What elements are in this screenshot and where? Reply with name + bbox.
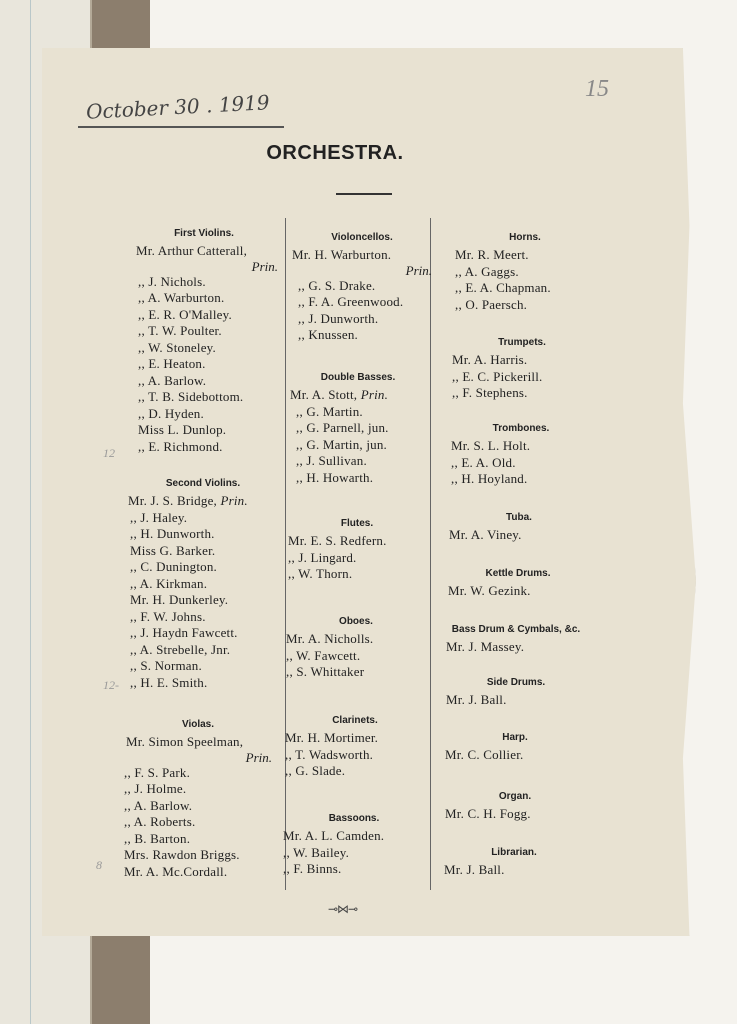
member-entry: ,, T. B. Sidebottom. [138,389,244,404]
entry-list [138,274,278,456]
section-side-drums [446,677,586,709]
section-heading: Oboes. [339,616,373,627]
member-entry: ,, D. Hyden. [138,405,204,421]
member-entry: Mrs. Rawdon Briggs. [124,847,240,862]
member-entry: ,, J. Holme. [124,781,187,796]
member-entry: Mr. J. Ball. [444,862,505,877]
entry-list [451,438,591,488]
page-title: ORCHESTRA. [266,142,404,164]
section-heading: First Violins. [174,228,234,239]
member-entry: ,, A. Barlow. [138,372,207,388]
member-entry: Mr. H. Dunkerley. [130,592,229,607]
member-entry: Miss G. Barker. [130,542,216,558]
member-entry: ,, W. Bailey. [283,844,350,860]
entry-list [448,583,588,600]
binder-margin-line [30,0,31,1024]
member-entry: ,, F. S. Park. [124,764,191,780]
member-entry: Mr. R. Meert. [455,247,529,262]
section-clarinets [285,715,425,780]
entry-list [455,247,595,313]
entry-list [124,765,272,881]
entry-list [288,533,426,583]
member-entry: ,, G. Slade. [285,763,346,778]
member-entry: ,, H. Dunworth. [130,526,215,541]
entry-list [445,747,585,764]
footer-ornament: ⊸⋈⊸ [328,902,358,916]
entry-list [445,806,585,823]
member-entry: ,, J. Sullivan. [296,453,367,468]
member-entry: ,, H. Howarth. [296,469,374,485]
member-entry: ,, J. Nichols. [138,273,206,289]
section-heading: Double Basses. [320,372,396,383]
entry-list [452,352,592,402]
member-entry: ,, H. E. Smith. [130,674,208,690]
section-lead: Mr. Arthur Catterall, [136,243,248,258]
section-librarian [444,847,584,879]
member-entry: ,, E. R. O'Malley. [138,306,232,322]
member-entry: ,, J. Haydn Fawcett. [130,625,238,640]
member-entry: ,, C. Dunington. [130,559,217,574]
section-trumpets [452,337,592,402]
section-heading: Kettle Drums. [485,568,551,579]
member-entry: Miss L. Dunlop. [138,422,227,437]
section-heading: Clarinets. [332,715,378,726]
member-entry: ,, J. Lingard. [288,549,357,565]
section-tuba [449,512,589,544]
member-entry: ,, E. C. Pickerill. [452,368,543,384]
entry-list [298,278,432,344]
member-entry: ,, A. Roberts. [124,814,196,829]
section-double-basses [290,372,426,486]
entry-list [286,631,426,681]
section-heading: Violas. [181,719,215,730]
member-entry: Mr. A. Harris. [452,352,528,367]
prin-label: Prin. [245,749,272,765]
entry-list [283,828,425,878]
member-entry: ,, S. Norman. [130,658,202,673]
section-heading: Librarian. [491,847,537,858]
member-entry: ,, T. Wadsworth. [285,746,374,762]
page-number: 15 [585,76,609,102]
section-first-violins [130,228,278,455]
member-entry: ,, B. Barton. [124,830,191,846]
section-harp [445,732,585,764]
member-entry: Mr. A. Viney. [449,527,522,542]
section-heading: Violoncellos. [331,232,393,243]
entry-list [130,510,278,692]
section-violoncellos [292,232,432,344]
section-heading: Trumpets. [498,337,546,348]
prin-label: Prin. [220,493,248,508]
section-flutes [288,518,426,583]
member-entry: ,, T. W. Poulter. [138,323,222,338]
section-lead: Mr. H. Warburton. [292,247,392,262]
member-entry: ,, W. Fawcett. [286,647,361,663]
entry-list [285,730,425,780]
section-violas [124,719,272,880]
member-entry: ,, J. Haley. [130,509,188,525]
member-entry: Mr. A. L. Camden. [283,828,385,843]
section-heading: Flutes. [340,518,374,529]
section-heading: Harp. [502,732,528,743]
prin-label: Prin. [405,262,432,278]
member-entry: Mr. J. Massey. [446,639,525,654]
prin-label: Prin. [251,258,278,274]
entry-list [446,639,592,656]
member-entry: ,, A. Warburton. [138,290,225,305]
section-horns [455,232,595,313]
section-heading: Bassoons. [328,813,380,824]
margin-mark-1: 12 [103,446,115,460]
member-entry: ,, O. Paersch. [455,296,528,312]
member-entry: ,, Knussen. [298,327,358,342]
section-heading: Side Drums. [486,677,546,688]
member-entry: ,, G. Martin, jun. [296,436,387,452]
member-entry: Mr. A. Mc.Cordall. [124,863,228,879]
member-entry: Mr. A. Nicholls. [286,631,374,646]
member-entry: ,, A. Gaggs. [455,263,519,279]
section-heading: Horns. [509,232,541,243]
member-entry: ,, G. Martin. [296,403,363,419]
member-entry: ,, G. Parnell, jun. [296,420,389,435]
member-entry: ,, F. A. Greenwood. [298,294,404,309]
section-heading: Organ. [498,791,532,802]
title-rule [336,193,392,195]
section-bassoons [283,813,425,878]
member-entry: Mr. C. Collier. [445,747,524,762]
member-entry: ,, J. Dunworth. [298,310,379,326]
date-underline [78,126,284,128]
member-entry: ,, F. Binns. [283,861,342,876]
member-entry: Mr. H. Mortimer. [285,730,379,745]
entry-list [446,692,586,709]
section-kettle-drums [448,568,588,600]
section-trombones [451,423,591,488]
member-entry: Mr. E. S. Redfern. [288,533,387,548]
entry-list [449,527,589,544]
member-entry: ,, A. Strebelle, Jnr. [130,641,231,657]
member-entry: ,, W. Thorn. [288,566,353,581]
entry-list [296,404,426,487]
section-lead: Mr. A. Stott, Prin. [290,387,389,402]
margin-mark-2: 12- [103,678,119,692]
entry-list [444,862,584,879]
section-heading: Tuba. [506,512,532,523]
prin-label: Prin. [360,387,389,402]
section-heading: Second Violins. [165,478,241,489]
section-bass-drum [440,624,592,656]
member-entry: ,, S. Whittaker [286,664,365,679]
margin-mark-3: 8 [96,858,102,872]
member-entry: ,, A. Kirkman. [130,575,208,591]
section-oboes [286,616,426,681]
section-heading: Bass Drum & Cymbals, &c. [451,624,581,635]
section-second-violins [128,478,278,691]
section-organ [445,791,585,823]
section-heading: Trombones. [492,423,550,434]
member-entry: ,, A. Barlow. [124,797,193,813]
member-entry: ,, H. Hoyland. [451,471,528,486]
member-entry: ,, W. Stoneley. [138,339,216,355]
section-lead: Mr. J. S. Bridge, Prin. [128,493,248,508]
section-lead: Mr. Simon Speelman, [126,734,244,749]
member-entry: Mr. S. L. Holt. [451,438,531,453]
member-entry: ,, E. A. Old. [451,454,516,470]
member-entry: Mr. W. Gezink. [448,583,531,598]
column-divider-left [285,218,286,890]
handwritten-date: October 30 . 1919 [85,90,271,124]
member-entry: Mr. J. Ball. [446,692,507,707]
member-entry: ,, E. Heaton. [138,356,206,371]
member-entry: ,, E. Richmond. [138,438,223,454]
member-entry: ,, F. W. Johns. [130,608,206,624]
member-entry: ,, G. S. Drake. [298,277,376,293]
member-entry: Mr. C. H. Fogg. [445,806,531,821]
member-entry: ,, E. A. Chapman. [455,280,551,295]
member-entry: ,, F. Stephens. [452,385,528,400]
